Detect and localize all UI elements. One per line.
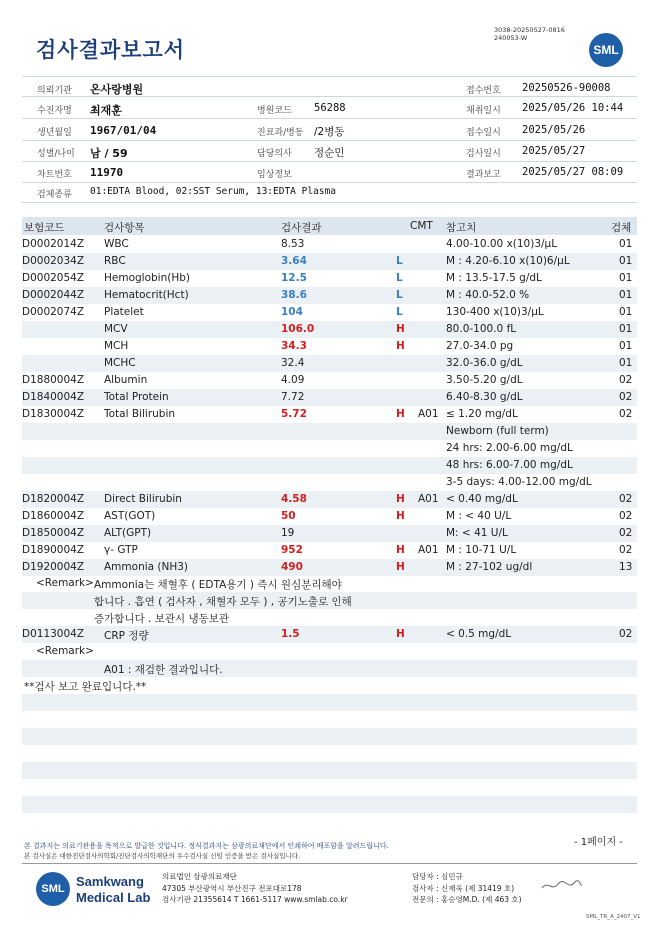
cell-item: ALT(GPT) (104, 527, 152, 539)
cell-code: D1890004Z (22, 544, 85, 556)
form-code: SML_TR_A_2407_V1 (586, 914, 641, 920)
cell-ref: 4.00-10.00 x(10)3/μL (446, 238, 558, 250)
cell-code: D1840004Z (22, 391, 85, 403)
report-complete-text: **검사 보고 완료입니다.** (24, 681, 147, 693)
footer-logo: SML (36, 872, 70, 906)
cell-flag: H (396, 340, 405, 352)
table-row (22, 338, 637, 355)
col-spec-header: 검체 (611, 222, 632, 234)
divider (22, 76, 637, 77)
cell-ref: M : 4.20-6.10 x(10)6/μL (446, 255, 570, 267)
doctor-value: 정순민 (314, 147, 345, 159)
cell-spec: 13 (619, 561, 633, 573)
remark-label: <Remark> (36, 577, 94, 589)
end-row (22, 677, 637, 694)
table-row (22, 626, 637, 643)
cell-item: γ- GTP (104, 544, 138, 556)
col-item-header: 검사항목 (104, 222, 145, 234)
table-row (22, 440, 637, 457)
cell-ref: Newborn (full term) (446, 425, 549, 437)
test-date-label: 검사일시 (466, 149, 501, 159)
report-value: 2025/05/27 08:09 (522, 166, 624, 178)
cell-spec: 01 (619, 323, 633, 335)
dob-value: 1967/01/04 (90, 124, 157, 137)
divider (22, 202, 637, 203)
cell-ref: 3.50-5.20 g/dL (446, 374, 523, 386)
org-name: 의료법인 삼광의료재단 (162, 872, 237, 881)
empty-row (22, 796, 637, 813)
cell-result: 490 (281, 561, 303, 573)
cell-code: D1850004Z (22, 527, 85, 539)
signature-image (540, 878, 584, 894)
cell-ref: 130-400 x(10)3/μL (446, 306, 544, 318)
table-row (22, 474, 637, 491)
patient-label: 수진자명 (37, 106, 72, 116)
cell-item: Hemoglobin(Hb) (104, 272, 191, 284)
cell-spec: 02 (619, 391, 633, 403)
cell-ref: < 0.40 mg/dL (446, 493, 518, 505)
staff-manager: 담당자 : 심민규 (412, 872, 463, 881)
footer-notice-1: 본 결과지는 의료기관용을 목적으로 발급한 것입니다. 정식결과지는 삼광의료재단에서 인쇄하여 배포함을 알려드립니다. (24, 842, 389, 850)
cell-ref: 80.0-100.0 fL (446, 323, 517, 335)
cell-flag: H (396, 408, 405, 420)
cell-code: D1860004Z (22, 510, 85, 522)
cell-spec: 02 (619, 628, 633, 640)
cell-code: D1920004Z (22, 561, 85, 573)
cell-result: 38.6 (281, 289, 307, 301)
cell-item: RBC (104, 255, 126, 267)
cell-code: D0002074Z (22, 306, 85, 318)
divider (22, 161, 637, 162)
table-row (22, 304, 637, 321)
cell-cmt: A01 (418, 408, 439, 420)
remark-row (22, 643, 637, 660)
cell-flag: H (396, 493, 405, 505)
hospital-label: 의뢰기관 (37, 86, 72, 96)
staff-tester: 검사자 : 신재욱 (제 31419 호) (412, 884, 515, 893)
cell-spec: 02 (619, 527, 633, 539)
table-row (22, 287, 637, 304)
cell-spec: 01 (619, 306, 633, 318)
recv-value: 2025/05/26 (522, 124, 586, 136)
cell-cmt: A01 (418, 493, 439, 505)
report-title: 검사결과보고서 (36, 38, 186, 62)
cell-item: MCH (104, 340, 129, 352)
cell-result: 19 (281, 527, 295, 539)
cell-item: MCHC (104, 357, 136, 369)
cell-cmt: A01 (418, 544, 439, 556)
remark-row (22, 592, 637, 609)
table-row (22, 491, 637, 508)
hospital-value: 온사랑병원 (90, 83, 144, 96)
sex-age-label: 성별/나이 (37, 149, 75, 159)
test-date-value: 2025/05/27 (522, 145, 586, 157)
cell-ref: 3-5 days: 4.00-12.00 mg/dL (446, 476, 592, 488)
divider (22, 96, 637, 97)
clinical-label: 임상정보 (257, 170, 292, 180)
cell-code: D0002054Z (22, 272, 85, 284)
cell-item: Ammonia (NH3) (104, 561, 189, 573)
table-row (22, 559, 637, 576)
cell-ref: 48 hrs: 6.00-7.00 mg/dL (446, 459, 573, 471)
cell-result: 952 (281, 544, 303, 556)
cell-ref: M: < 41 U/L (446, 527, 508, 539)
cell-flag: H (396, 628, 405, 640)
cell-result: 3.64 (281, 255, 307, 267)
remark-line: 증가합니다 . 보관시 냉동보관 (94, 613, 230, 625)
cell-ref: 27.0-34.0 pg (446, 340, 514, 352)
table-row (22, 542, 637, 559)
cell-code: D0002034Z (22, 255, 85, 267)
cell-result: 4.09 (281, 374, 305, 386)
cell-result: 50 (281, 510, 296, 522)
document-id-line2: 240053-W (494, 34, 528, 42)
table-row (22, 423, 637, 440)
cell-code: D0002014Z (22, 238, 85, 250)
cell-result: 1.5 (281, 628, 300, 640)
cell-code: D0002044Z (22, 289, 85, 301)
cell-ref: M : 10-71 U/L (446, 544, 517, 556)
footer-notice-2: 본 검사실은 대한진단검사의학회/진단검사의학재단의 우수검사실 신임 인증을 받은 검사실입니다. (24, 852, 301, 860)
org-contact: 검사기관 21355614 T 1661-5117 www.smlab.co.kr (162, 895, 348, 904)
table-row (22, 253, 637, 270)
divider (22, 118, 637, 119)
table-row (22, 508, 637, 525)
cell-flag: H (396, 323, 405, 335)
cell-spec: 01 (619, 272, 633, 284)
staff-specialist: 전문의 : 홍승영M.D. (제 463 호) (412, 895, 522, 904)
hosp-code-label: 병원코드 (257, 106, 292, 116)
table-row (22, 355, 637, 372)
table-row (22, 389, 637, 406)
collect-value: 2025/05/26 10:44 (522, 102, 624, 114)
remark-row (22, 575, 637, 592)
cell-item: Total Bilirubin (104, 408, 176, 420)
sex-age-value: 남 / 59 (90, 147, 128, 160)
divider (22, 140, 637, 141)
receipt-no-value: 20250526-90008 (522, 82, 611, 94)
cell-item: AST(GOT) (104, 510, 156, 522)
cell-flag: L (396, 272, 403, 284)
cell-result: 7.72 (281, 391, 305, 403)
chart-label: 차트번호 (37, 170, 72, 180)
remark-line: 합니다 . 흡연 ( 검사자 , 채혈자 모두 ) , 공기노출로 인해 (94, 596, 352, 608)
cell-item: CRP 정량 (104, 630, 149, 642)
cell-spec: 01 (619, 255, 633, 267)
cell-spec: 02 (619, 493, 633, 505)
recv-label: 접수일시 (466, 128, 501, 138)
cell-spec: 01 (619, 289, 633, 301)
cell-spec: 01 (619, 238, 633, 250)
patient-value: 최재훈 (90, 104, 122, 117)
cell-code: D1880004Z (22, 374, 85, 386)
document-id-line1: 3038-20250527-0816 (494, 26, 565, 34)
cell-item: WBC (104, 238, 129, 250)
cell-flag: H (396, 544, 405, 556)
cell-flag: L (396, 255, 403, 267)
cell-ref: ≤ 1.20 mg/dL (446, 408, 518, 420)
table-row (22, 236, 637, 253)
cell-result: 5.72 (281, 408, 307, 420)
cell-spec: 01 (619, 357, 633, 369)
specimen-label: 검체종류 (37, 190, 72, 200)
cell-item: Direct Bilirubin (104, 493, 182, 505)
sml-logo: SML (589, 33, 623, 67)
cell-result: 4.58 (281, 493, 307, 505)
cell-ref: 6.40-8.30 g/dL (446, 391, 523, 403)
cell-result: 12.5 (281, 272, 307, 284)
document-id (494, 26, 565, 42)
cell-ref: < 0.5 mg/dL (446, 628, 512, 640)
cell-item: Total Protein (104, 391, 169, 403)
cell-flag: L (396, 289, 403, 301)
cell-ref: 24 hrs: 2.00-6.00 mg/dL (446, 442, 573, 454)
cell-item: Platelet (104, 306, 144, 318)
table-row (22, 406, 637, 423)
receipt-no-label: 접수번호 (466, 86, 501, 96)
collect-label: 채취일시 (466, 106, 501, 116)
cell-flag: H (396, 510, 405, 522)
cell-ref: M : 13.5-17.5 g/dL (446, 272, 542, 284)
remark-label: <Remark> (36, 645, 94, 657)
cell-result: 106.0 (281, 323, 315, 335)
cell-spec: 02 (619, 510, 633, 522)
remark-row (22, 609, 637, 626)
cell-ref: M : < 40 U/L (446, 510, 512, 522)
doctor-label: 담당의사 (257, 149, 292, 159)
table-row (22, 525, 637, 542)
cell-code: D0113004Z (22, 628, 85, 640)
cell-code: D1820004Z (22, 493, 85, 505)
divider (22, 182, 637, 183)
report-label: 결과보고 (466, 170, 501, 180)
cell-ref: M : 40.0-52.0 % (446, 289, 530, 301)
brand-name-line1: Samkwang (76, 874, 144, 889)
page-number: - 1페이지 - (574, 837, 623, 848)
cell-result: 8.53 (281, 238, 305, 250)
remark-row (22, 660, 637, 677)
cell-result: 32.4 (281, 357, 305, 369)
cell-item: MCV (104, 323, 128, 335)
cell-result: 104 (281, 306, 303, 318)
cell-item: Hematocrit(Hct) (104, 289, 189, 301)
hosp-code-value: 56288 (314, 102, 346, 114)
dept-value: /2병동 (314, 126, 345, 138)
cell-ref: 32.0-36.0 g/dL (446, 357, 523, 369)
cell-spec: 02 (619, 408, 633, 420)
empty-row (22, 762, 637, 779)
table-row (22, 457, 637, 474)
org-address: 47305 부산광역시 부산진구 전포대로178 (162, 884, 302, 893)
dept-label: 진료과/병동 (257, 128, 304, 138)
cell-flag: H (396, 561, 405, 573)
cell-item: Albumin (104, 374, 148, 386)
cell-spec: 01 (619, 340, 633, 352)
specimen-value: 01:EDTA Blood, 02:SST Serum, 13:EDTA Plasma (90, 186, 336, 197)
empty-row (22, 728, 637, 745)
cell-result: 34.3 (281, 340, 307, 352)
empty-row (22, 694, 637, 711)
cell-flag: L (396, 306, 403, 318)
brand-name-line2: Medical Lab (76, 890, 151, 905)
cell-code: D1830004Z (22, 408, 85, 420)
remark-line: Ammonia는 채혈후 ( EDTA용기 ) 즉시 원심분리해야 (94, 579, 342, 591)
dob-label: 생년월일 (37, 128, 72, 138)
col-cmt-header: CMT (410, 220, 433, 232)
col-ref-header: 참고치 (446, 222, 477, 234)
table-row (22, 372, 637, 389)
remark-line: A01 : 재검한 결과입니다. (104, 664, 223, 676)
cell-ref: M : 27-102 ug/dl (446, 561, 533, 573)
chart-value: 11970 (90, 166, 124, 179)
col-code-header: 보험코드 (24, 222, 65, 234)
table-row (22, 270, 637, 287)
cell-spec: 02 (619, 544, 633, 556)
col-result-header: 검사결과 (281, 222, 322, 234)
cell-spec: 02 (619, 374, 633, 386)
table-row (22, 321, 637, 338)
divider (22, 863, 637, 864)
